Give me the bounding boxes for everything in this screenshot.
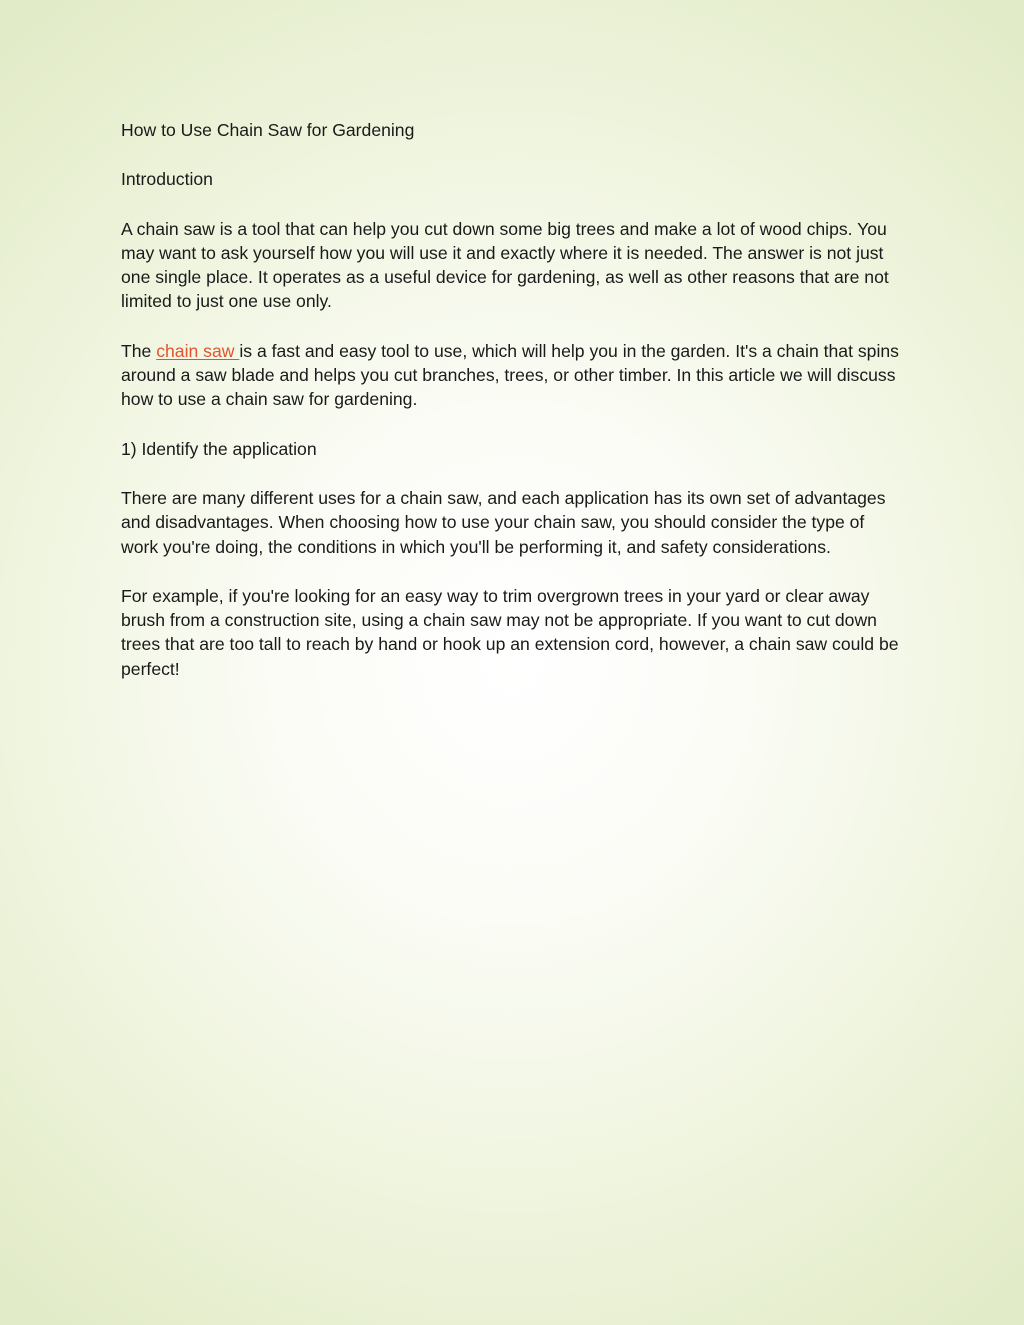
uses-paragraph: There are many different uses for a chain saw, and each application has its own set of advantages and disadvantages. When choosing how to use your chain saw, you should consider the type of work you're doing, the conditions in which you'll be performing it, and safety considerations. [121, 487, 886, 557]
section-heading-identify-application: 1) Identify the application [121, 438, 317, 459]
document-body [121, 118, 901, 706]
intro-heading: Introduction [121, 169, 213, 190]
paragraph-text-before-link: The [121, 340, 157, 361]
intro-paragraph: A chain saw is a tool that can help you cut down some big trees and make a lot of wood chips. You may want to ask yourself how you will use it and exactly where it is needed. The answer is not just one single place. It operates as a useful device for gardening, as well as other reasons that are not limited to just one use only. [121, 218, 889, 312]
document-title: How to Use Chain Saw for Gardening [121, 120, 415, 140]
chain-saw-link[interactable]: chain saw [156, 340, 240, 361]
example-paragraph: For example, if you're looking for an easy way to trim overgrown trees in your yard or clear away brush from a construction site, using a chain saw may not be appropriate. If you want to cut down trees that are too tall to reach by hand or hook up an extension cord, however, a chain saw could be perfect! [121, 585, 899, 679]
paragraph-text-after-link: is a fast and easy tool to use, which will help you in the garden. It's a chain that spins around a saw blade and helps you cut branches, trees, or other timber. In this article we will discuss how to use a chain saw for gardening. [121, 340, 899, 410]
chain-saw-paragraph [121, 339, 901, 412]
